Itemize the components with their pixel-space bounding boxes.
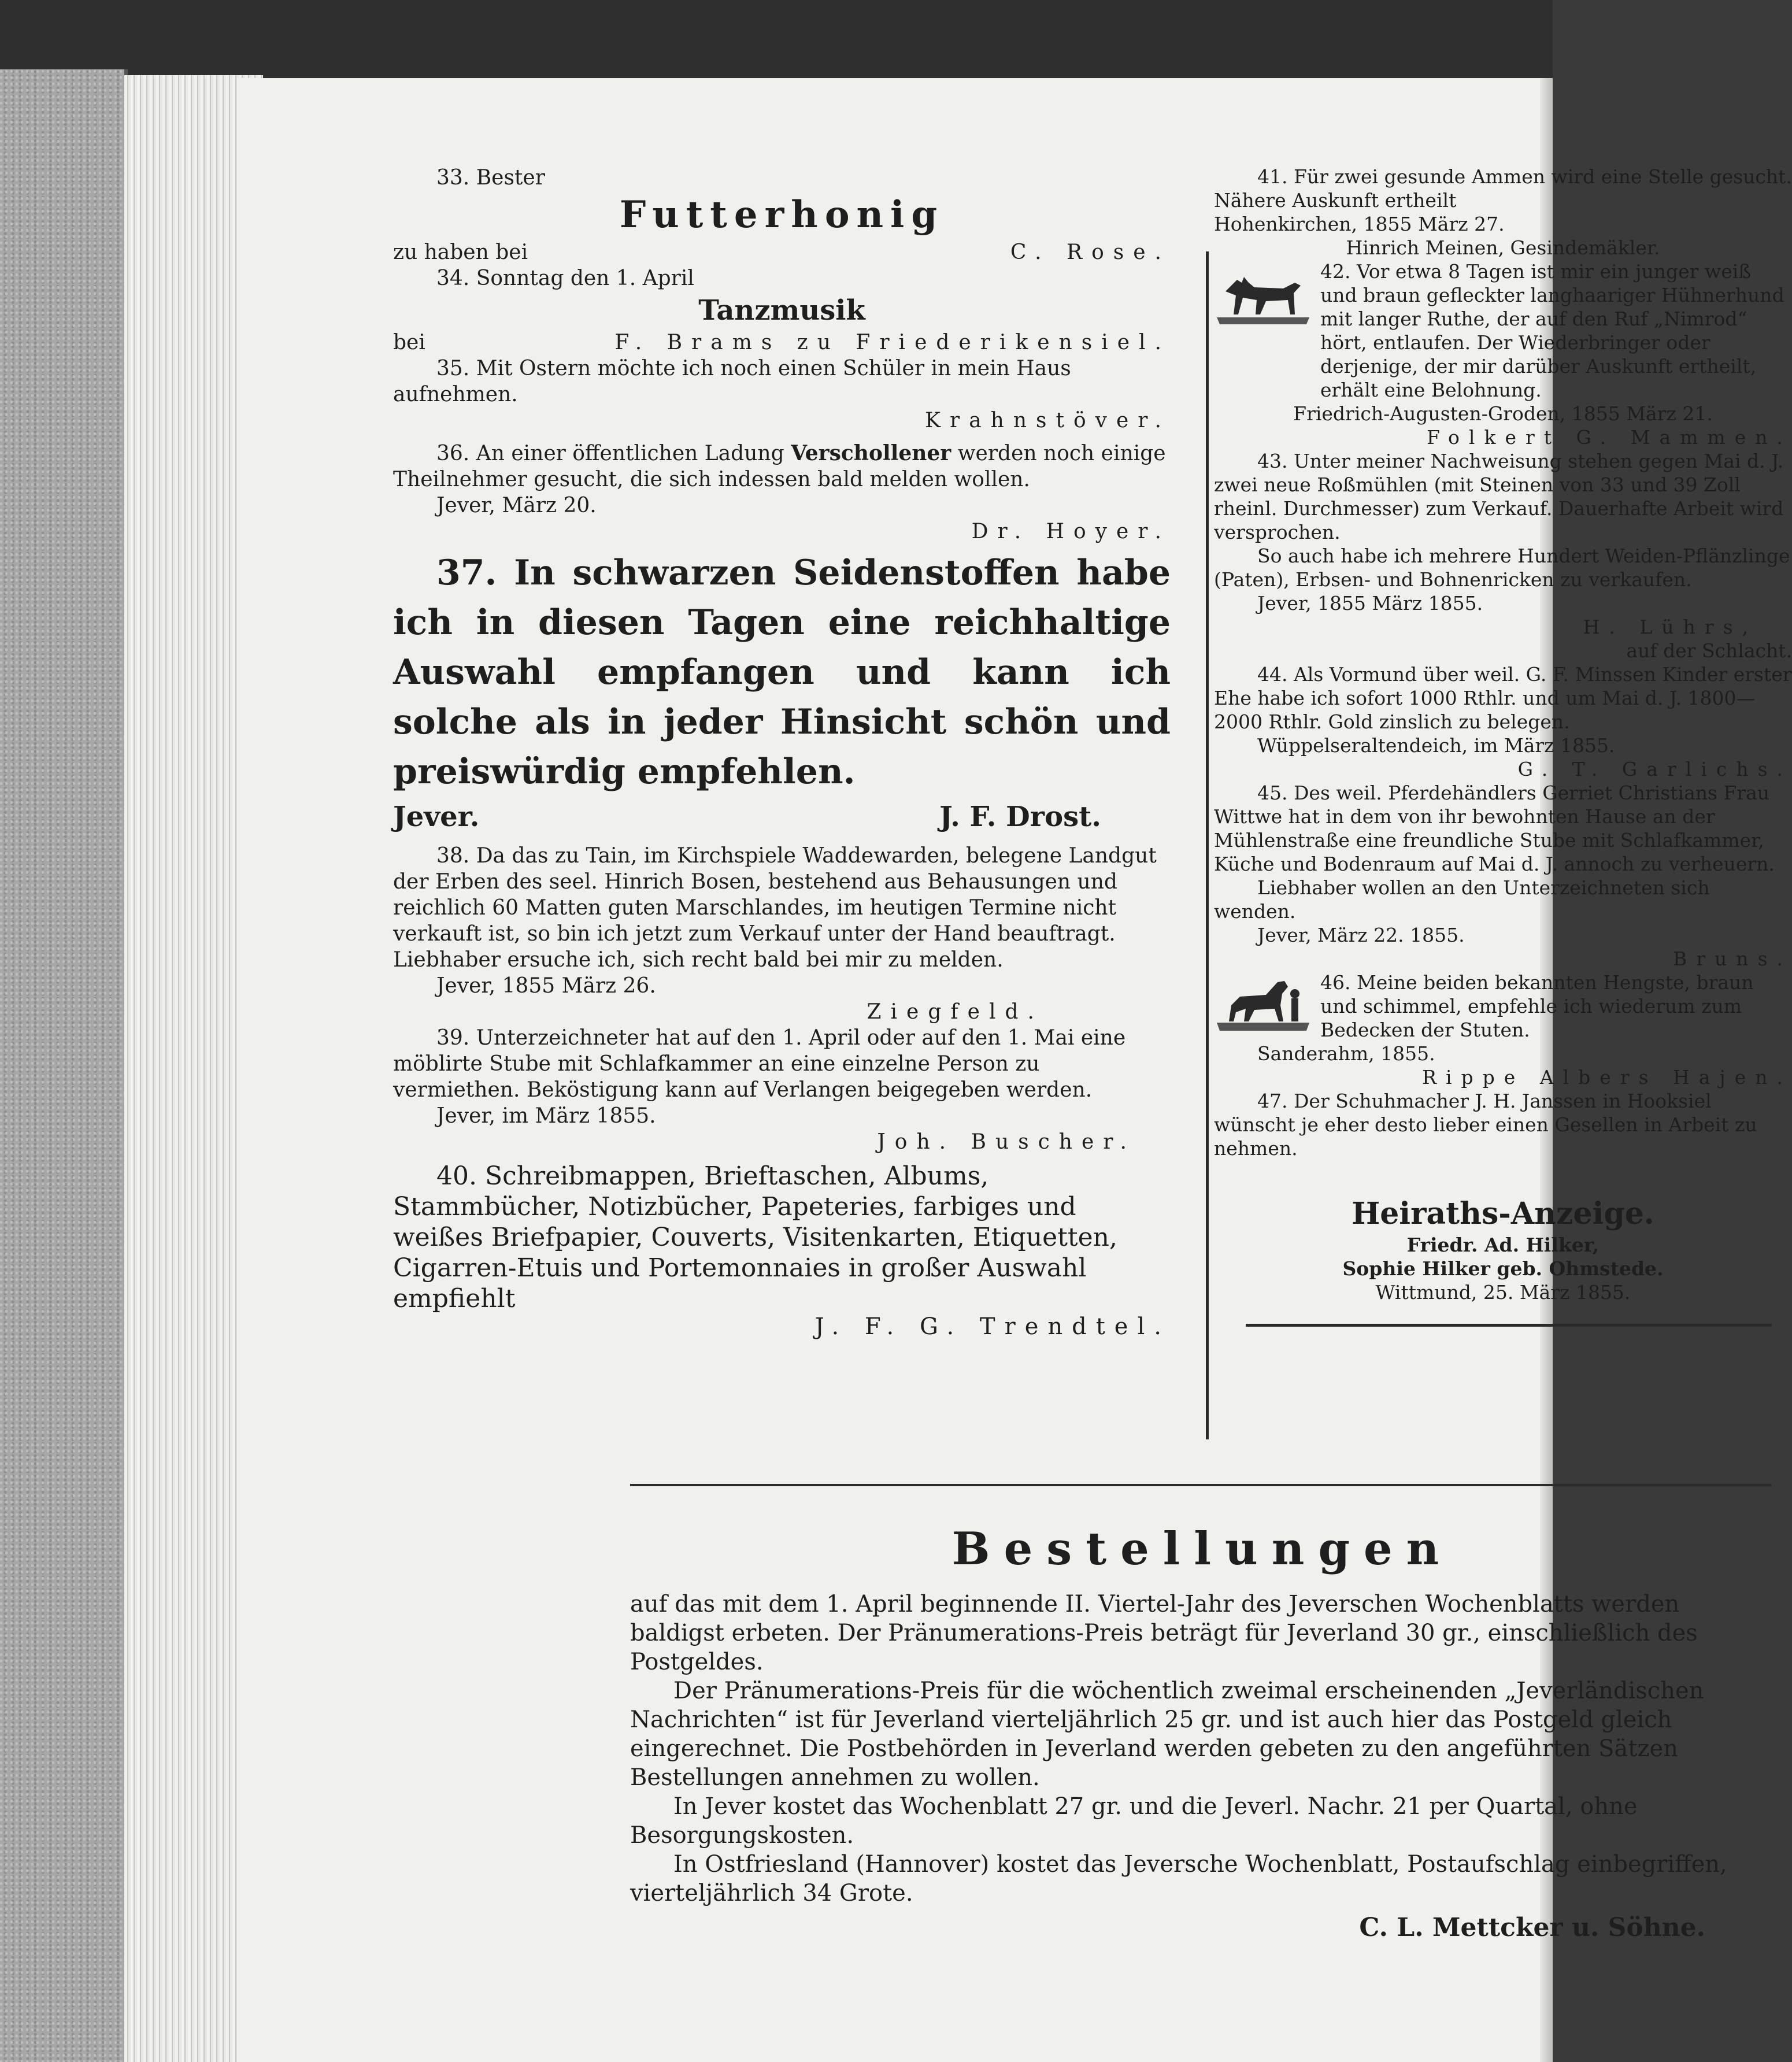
marriage-announcement [1214,1195,1792,1304]
ad-text: 35. Mit Ostern möchte ich noch einen Schüler in mein Haus aufnehmen. [393,357,1071,406]
ad-text: 38. Da das zu Tain, im Kirchspiele Waddewarden, belegene Landgut der Erben des seel. Hinrich Bosen, bestehend aus Behausungen und reichlich 60 Matten guten Marschlandes, im heutigen Termine nicht verkauft ist, so bin ich jetzt zum Verkauf unter der Hand beauftragt. Liebhaber ersuche ich, sich recht bald bei mir zu melden. [393,844,1157,972]
ad-signature: H. Lührs, [1583,616,1757,638]
column-divider [1206,251,1209,1439]
ad-place-date: Jever, März 22. 1855. [1257,924,1465,946]
ad-text: 41. Für zwei gesunde Ammen wird eine Stelle gesucht. Nähere Auskunft ertheilt [1214,165,1792,212]
ad-text: 43. Unter meiner Nachweisung stehen gegen Mai d. J. zwei neue Roßmühlen (mit Steinen von 33 und 39 Zoll rheinl. Durchmesser) zum Verkauf. Dauerhafte Arbeit wird versprochen. [1214,450,1784,543]
ad-signature: J. F. G. Trendtel. [814,1313,1171,1340]
ad-text: 37. In schwarzen Seidenstoffen habe ich in diesen Tagen eine reichhaltige Auswahl empfangen und kann ich solche als in jeder Hinsicht schön und preiswürdig empfehlen. [393,553,1171,792]
ad-text: 40. Schreibmappen, Brieftaschen, Albums, Stammbücher, Notizbücher, Papeteries, farbiges und weißes Briefpapier, Couverts, Visitenkarten, Etiquetten, Cigarren-Etuis und Portemonnaies in großer Auswahl empfiehlt [393,1161,1117,1313]
ad-41 [1214,165,1792,260]
ad-text: werden noch einige Theilnehmer gesucht, die sich indessen bald melden wollen. [393,442,1166,491]
ad-47 [1214,1089,1792,1160]
left-column [393,165,1171,1340]
ad-33 [393,165,1171,265]
ad-39 [393,1025,1171,1155]
ad-place-date: Friedrich-Augusten-Groden, 1855 März 21. [1293,402,1713,425]
notice-paragraph: Der Pränumerations-Preis für die wöchentlich zweimal erscheinenden „Jeverländischen Nachrichten“ ist für Jeverland vierteljährlich 25 gr. und ist auch hier das Postgeld gleich eingerechnet. Die Postbehörden in Jeverland werden gebeten zu den angeführten Sätzen Bestellungen annehmen zu wollen. [630,1678,1704,1791]
book-cover-marbled [0,69,128,2062]
marriage-line: Sophie Hilker geb. Ohmstede. [1342,1257,1664,1280]
ad-headline: Futterhonig [619,193,945,236]
ad-place: Jever. [393,801,480,833]
ad-37 [393,548,1171,837]
ad-38 [393,843,1171,1025]
ad-signature: C. Rose. [1010,240,1171,264]
ad-36 [393,440,1171,545]
notice-paragraph: In Jever kostet das Wochenblatt 27 gr. und die Jeverl. Nachr. 21 per Quartal, ohne Besorgungskosten. [630,1793,1638,1849]
marriage-line: Friedr. Ad. Hilker, [1406,1234,1600,1256]
ad-40 [393,1161,1171,1340]
ad-signature: Bruns. [1673,947,1792,970]
section-divider [1246,1324,1772,1327]
ad-signature: Joh. Buscher. [877,1130,1136,1154]
ad-text: 44. Als Vormund über weil. G. F. Minssen Kinder erster Ehe habe ich sofort 1000 Rthlr. und um Mai d. J. 1800—2000 Rthlr. Gold zinslich zu belegen. [1214,663,1792,733]
section-divider [630,1484,1772,1486]
ad-signature: Rippe Albers Hajen. [1422,1066,1792,1089]
ad-text: 34. Sonntag den 1. April [436,266,694,290]
ad-number: 33. Bester [436,166,545,190]
ad-place-date: Jever, 1855 März 1855. [1257,592,1483,614]
ad-headline: Tanzmusik [698,294,865,327]
ad-45 [1214,781,1792,971]
ad-44 [1214,662,1792,781]
notice-heading: Bestellungen [951,1523,1453,1575]
ad-text: 46. Meine beiden bekannten Hengste, braun und schimmel, empfehle ich wiederum zum Bedecken der Stuten. [1320,971,1754,1041]
notice-paragraph: In Ostfriesland (Hannover) kostet das Jeversche Wochenblatt, Postaufschlag einbegriffen, vierteljährlich 34 Grote. [630,1851,1727,1906]
ad-text: Liebhaber wollen an den Unterzeichneten sich wenden. [1214,876,1710,923]
dog-woodcut-icon [1214,260,1312,329]
ad-bold-word: Verschollener [791,441,951,465]
ad-text: 42. Vor etwa 8 Tagen ist mir ein junger weiß und braun gefleckter langhaariger Hühnerhund mit langer Ruthe, der auf den Ruf „Nimrod“ hört, entlaufen. Der Wiederbringer oder derjenige, der mir darüber Auskunft ertheilt, erhält eine Belohnung. [1320,260,1784,401]
ad-signature: Folkert G. Mammen. [1426,426,1792,449]
ad-signature: F. Brams zu Friederikensiel. [614,331,1171,354]
marriage-heading: Heiraths-Anzeige. [1352,1196,1654,1231]
ad-signature: Ziegfeld. [867,1000,1043,1024]
ad-text: bei [393,331,425,354]
ad-place-date: Wüppelseraltendeich, im März 1855. [1257,734,1615,757]
ad-text: 36. An einer öffentlichen Ladung [436,442,784,465]
ad-place-date: Hohenkirchen, 1855 März 27. [1214,213,1505,235]
ad-46 [1214,971,1792,1089]
ad-place-date: Jever, 1855 März 26. [436,974,656,998]
marriage-line: Wittmund, 25. März 1855. [1375,1281,1631,1304]
ad-42 [1214,260,1792,449]
right-column [1214,165,1792,1304]
ad-signature: G. T. Garlichs. [1517,758,1792,780]
newspaper-page [237,78,1792,2062]
ad-signature: Hinrich Meinen, Gesindemäkler. [1346,236,1660,259]
ad-signature-location: auf der Schlacht. [1626,639,1792,662]
ad-43 [1214,449,1792,662]
ad-text: 39. Unterzeichneter hat auf den 1. April oder auf den 1. Mai eine möblirte Stube mit Schlafkammer an eine einzelne Person zu vermiethen. Beköstigung kann auf Verlangen beigegeben werden. [393,1026,1126,1102]
notice-paragraph: auf das mit dem 1. April beginnende II. Viertel-Jahr des Jeverschen Wochenblatts werden baldigst erbeten. Der Pränumerations-Preis beträgt für Jeverland 30 gr., einschließlich des Postgeldes. [630,1591,1698,1675]
ad-text: 47. Der Schuhmacher J. H. Janssen in Hooksiel wünscht je eher desto lieber einen Gesellen in Arbeit zu nehmen. [1214,1090,1757,1160]
ad-place-date: Jever, im März 1855. [436,1104,656,1128]
subscription-notice [630,1506,1775,1942]
ad-signature: Krahnstöver. [925,409,1171,432]
horse-woodcut-icon [1214,971,1312,1034]
notice-signature: C. L. Mettcker u. Söhne. [1359,1913,1705,1942]
ad-text: So auch habe ich mehrere Hundert Weiden-Pflänzlinge (Paten), Erbsen- und Bohnenricken zu verkaufen. [1214,545,1790,591]
ad-place-date: Jever, März 20. [436,494,597,517]
ad-text: zu haben bei [393,240,528,264]
ad-text: 45. Des weil. Pferdehändlers Gerriet Christians Frau Wittwe hat in dem von ihr bewohnten Hause an der Mühlenstraße eine freundliche Stube mit Schlafkammer, Küche und Bodenraum auf Mai d. J. annoch zu verheuern. [1214,782,1775,875]
ad-35 [393,356,1171,434]
ad-34 [393,265,1171,356]
ad-signature: J. F. Drost. [939,801,1101,833]
ad-signature: Dr. Hoyer. [971,520,1171,543]
ad-place-date: Sanderahm, 1855. [1257,1042,1435,1065]
